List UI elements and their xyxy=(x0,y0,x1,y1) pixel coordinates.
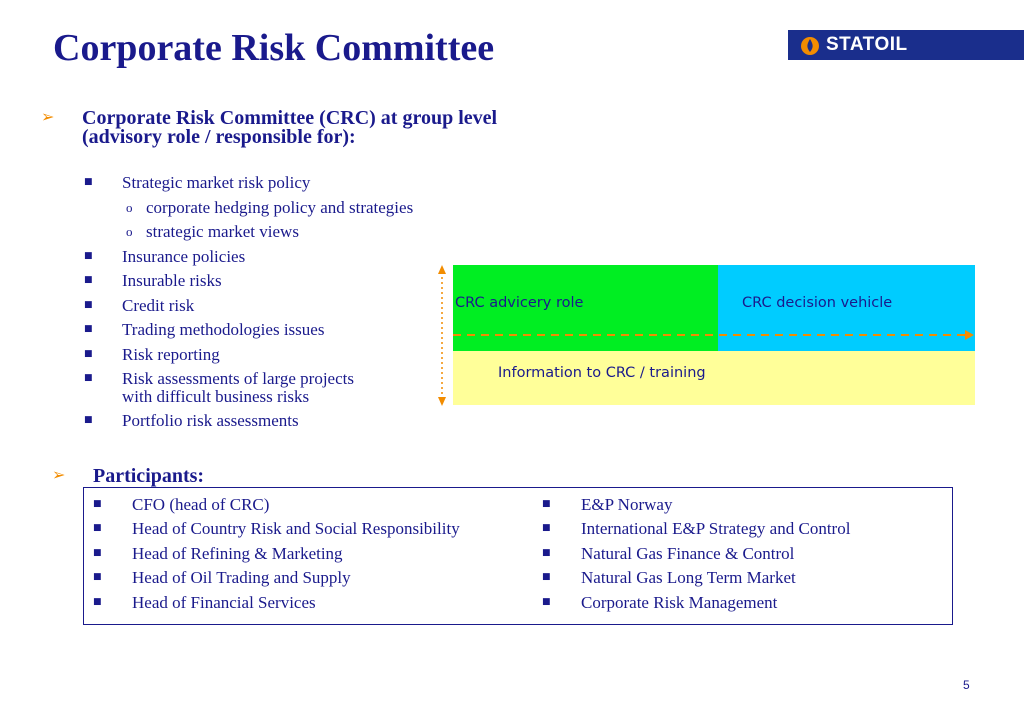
crc-subitem: strategic market views xyxy=(146,222,299,241)
participant-right: Corporate Risk Management xyxy=(581,593,778,612)
slide-title: Corporate Risk Committee xyxy=(53,27,495,69)
square-bullet-icon: ■ xyxy=(84,300,93,310)
square-bullet-icon: ■ xyxy=(84,324,93,334)
square-bullet-icon: ■ xyxy=(93,572,102,582)
square-bullet-icon: ■ xyxy=(93,597,102,607)
participants-heading: Participants: xyxy=(93,465,205,487)
crc-item: Trading methodologies issues xyxy=(122,320,325,339)
square-bullet-icon: ■ xyxy=(93,548,102,558)
crc-item: Credit risk xyxy=(122,296,195,315)
orange-arrowhead-icon: ➢ xyxy=(41,107,55,126)
arrowhead-up-icon xyxy=(438,265,446,274)
square-bullet-icon: ■ xyxy=(84,177,93,187)
square-bullet-icon: ■ xyxy=(93,499,102,509)
crc-subitem: corporate hedging policy and strategies xyxy=(146,198,414,217)
participant-left: Head of Refining & Marketing xyxy=(132,544,343,563)
square-bullet-icon: ■ xyxy=(542,523,551,533)
square-bullet-icon: ■ xyxy=(542,499,551,509)
participant-left: Head of Country Risk and Social Responsibility xyxy=(132,519,460,538)
crc-item: Insurance policies xyxy=(122,247,246,266)
orange-arrowhead-icon: ➢ xyxy=(52,465,66,484)
page-number: 5 xyxy=(963,678,970,692)
participant-right: Natural Gas Finance & Control xyxy=(581,544,795,563)
arrowhead-down-icon xyxy=(438,397,446,406)
square-bullet-icon: ■ xyxy=(84,349,93,359)
square-bullet-icon: ■ xyxy=(542,548,551,558)
crc-heading-line1: Corporate Risk Committee (CRC) at group level xyxy=(82,107,498,129)
participant-right: International E&P Strategy and Control xyxy=(581,519,851,538)
logo-wordmark: STATOIL xyxy=(826,34,908,55)
crc-item: Portfolio risk assessments xyxy=(122,411,299,430)
circle-bullet-icon: o xyxy=(126,200,133,215)
statoil-flame-icon xyxy=(800,34,820,56)
square-bullet-icon: ■ xyxy=(542,572,551,582)
square-bullet-icon: ■ xyxy=(542,597,551,607)
square-bullet-icon: ■ xyxy=(84,415,93,425)
information-label: Information to CRC / training xyxy=(498,365,706,381)
crc-heading-line2: (advisory role / responsible for): xyxy=(82,126,356,148)
square-bullet-icon: ■ xyxy=(84,251,93,261)
crc-item: Insurable risks xyxy=(122,271,222,290)
crc-item: Risk assessments of large projects xyxy=(122,369,354,388)
square-bullet-icon: ■ xyxy=(84,275,93,285)
crc-item-continuation: with difficult business risks xyxy=(122,387,310,406)
decision-vehicle-label: CRC decision vehicle xyxy=(742,295,893,311)
advisory-role-label: CRC advicery role xyxy=(455,295,584,311)
participant-left: Head of Oil Trading and Supply xyxy=(132,568,351,587)
circle-bullet-icon: o xyxy=(126,224,133,239)
participant-right: Natural Gas Long Term Market xyxy=(581,568,796,587)
crc-item: Risk reporting xyxy=(122,345,220,364)
square-bullet-icon: ■ xyxy=(84,373,93,383)
statoil-logo xyxy=(788,30,1024,60)
crc-item: Strategic market risk policy xyxy=(122,173,311,192)
square-bullet-icon: ■ xyxy=(93,523,102,533)
participant-right: E&P Norway xyxy=(581,495,673,514)
participant-left: Head of Financial Services xyxy=(132,593,316,612)
participant-left: CFO (head of CRC) xyxy=(132,495,270,514)
role-diagram xyxy=(430,258,990,418)
